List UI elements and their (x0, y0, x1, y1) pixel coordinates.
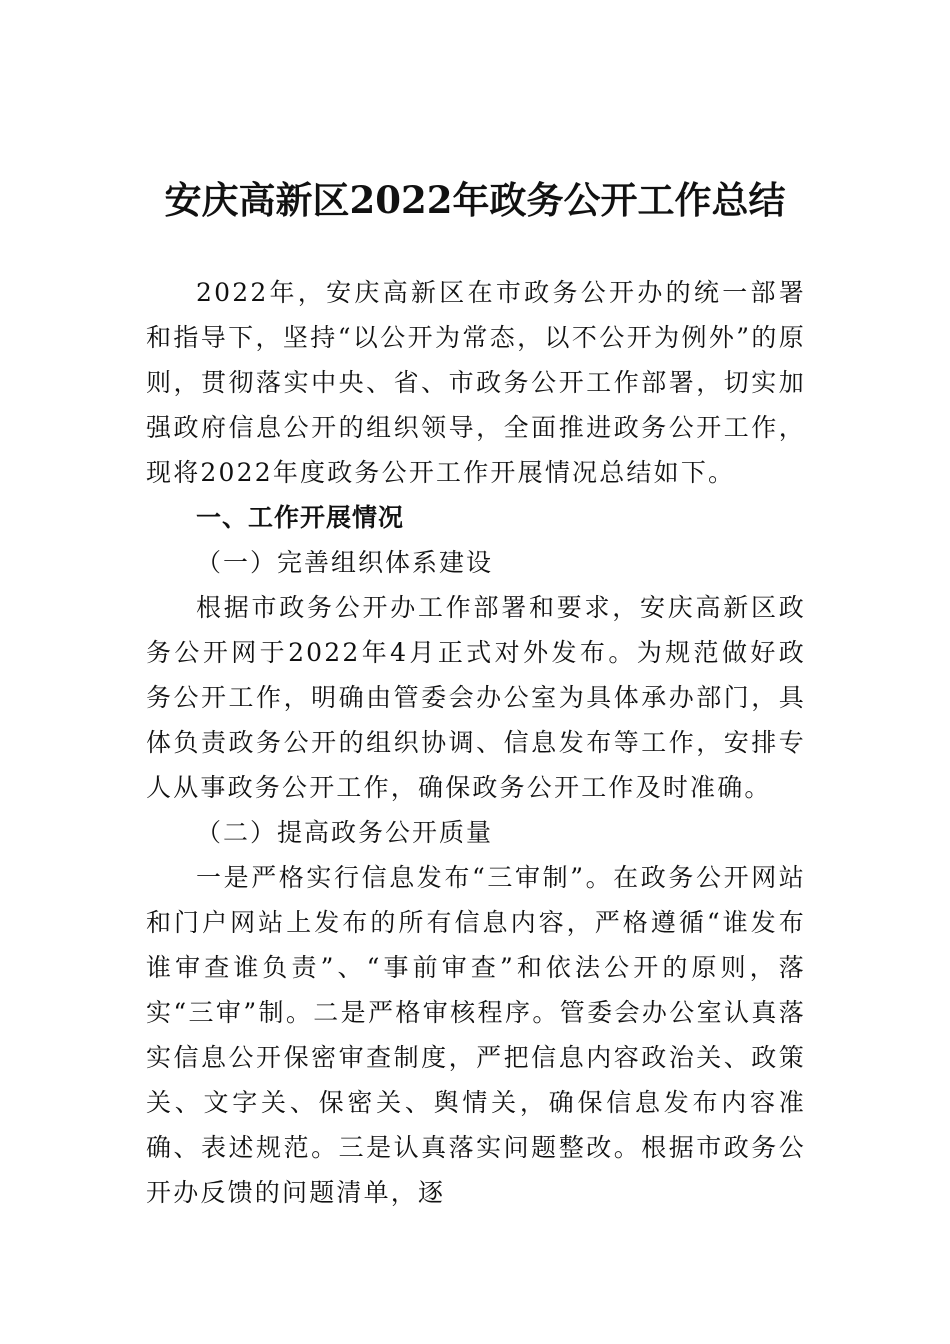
subsection-heading-organization: （一）完善组织体系建设 (196, 548, 494, 577)
document-title: 安庆高新区2022年政务公开工作总结 (164, 178, 786, 222)
subsection-heading-quality: （二）提高政务公开质量 (196, 818, 494, 847)
subsection-paragraph-organization: 根据市政务公开办工作部署和要求，安庆高新区政务公开网于2022年4月正式对外发布。为规范做好政务公开工作，明确由管委会办公室为具体承办部门，具体负责政务公开的组织协调、信息发布等工作，安排专人从事政务公开工作，确保政务公开工作及时准确。 (146, 593, 806, 802)
intro-paragraph: 2022年，安庆高新区在市政务公开办的统一部署和指导下，坚持“以公开为常态，以不公开为例外”的原则，贯彻落实中央、省、市政务公开工作部署，切实加强政府信息公开的组织领导，全面推进政务公开工作，现将2022年度政务公开工作开展情况总结如下。 (146, 278, 806, 487)
document-body (146, 270, 806, 1215)
section-heading-work-status: 一、工作开展情况 (196, 503, 405, 532)
subsection-paragraph-quality: 一是严格实行信息发布“三审制”。在政务公开网站和门户网站上发布的所有信息内容，严格遵循“谁发布谁审查谁负责”、“事前审查”和依法公开的原则，落实“三审”制。二是严格审核程序。管委会办公室认真落实信息公开保密审查制度，严把信息内容政治关、政策关、文字关、保密关、舆情关，确保信息发布内容准确、表述规范。三是认真落实问题整改。根据市政务公开办反馈的问题清单，逐 (146, 863, 806, 1207)
